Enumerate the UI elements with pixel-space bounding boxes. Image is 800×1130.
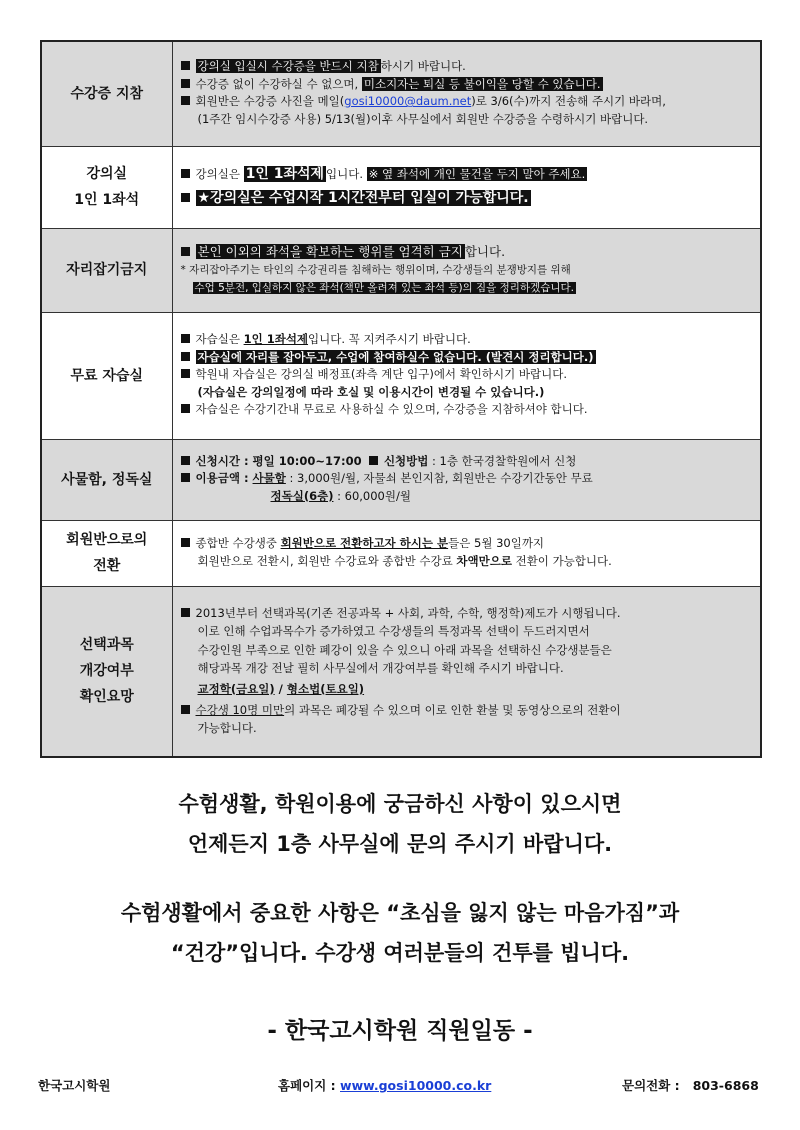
homepage-link[interactable]: www.gosi10000.co.kr xyxy=(340,1078,492,1093)
footer-homepage: 홈페이지 : www.gosi10000.co.kr xyxy=(278,1078,492,1093)
list-item: 강의실은 1인 1좌석제 입니다. ※ 옆 좌석에 개인 물건을 두지 말아 주세요. xyxy=(181,163,753,185)
list-item: 신청시간 : 평일 10:00~17:00 신청방법 : 1층 한국경찰학원에서 신청 xyxy=(181,453,753,471)
bullet-square-icon xyxy=(181,247,190,256)
bullet-square-icon xyxy=(181,193,190,202)
bullet-square-icon xyxy=(181,705,190,714)
closing-message-line: 수험생활에서 중요한 사항은 “초심을 잃지 않는 마음가짐”과 xyxy=(120,901,680,925)
list-item: 자습실에 자리를 잡아두고, 수업에 참여하실수 없습니다. (발견시 정리합니다.) xyxy=(181,349,753,367)
note-text: * 자리잡아주기는 타인의 수강권리를 침해하는 행위이며, 수강생들의 분쟁방지를 위해 xyxy=(180,264,571,276)
signature: - 한국고시학원 직원일동 - xyxy=(267,1018,533,1044)
row-classroom-seat xyxy=(41,146,761,228)
closing-message-line: 수험생활, 학원이용에 궁금하신 사항이 있으시면 xyxy=(178,792,622,816)
bullet-square-icon xyxy=(181,79,190,88)
list-item-continued: 수강인원 부족으로 인한 폐강이 있을 수 있으니 아래 과목을 선택하신 수강생분들은 xyxy=(197,642,612,657)
row-member-class-switch xyxy=(41,520,761,586)
list-item-continued: 회원반으로 전환시, 회원반 수강료와 종합반 수강료 차액만으로 전환이 가능합니다. xyxy=(197,553,612,568)
list-item: ★강의실은 수업시작 1시간전부터 입실이 가능합니다. xyxy=(181,185,753,211)
list-item-continued: (1주간 임시수강증 사용) 5/13(월)이후 사무실에서 회원반 수강증을 수령하시기 바랍니다. xyxy=(197,111,649,126)
row-body xyxy=(172,312,761,439)
list-item-continued: 해당과목 개강 전날 필히 사무실에서 개강여부를 확인해 주시기 바랍니다. xyxy=(197,661,564,676)
closing-message-line: “건강”입니다. 수강생 여러분들의 건투를 빕니다. xyxy=(170,941,630,965)
bullet-square-icon xyxy=(181,404,190,413)
list-item: 회원반은 수강증 사진을 메일(gosi10000@daum.net)로 3/6(수)까지 전송해 주시기 바라며, xyxy=(181,93,753,111)
closing-message-line: 언제든지 1층 사무실에 문의 주시기 바랍니다. xyxy=(187,832,613,856)
row-body xyxy=(172,228,761,312)
elective-subjects: 교정학(금요일) / 형소법(토요일) xyxy=(197,681,365,696)
list-item: 학원내 자습실은 강의실 배정표(좌측 계단 입구)에서 확인하시기 바랍니다. xyxy=(181,366,753,384)
row-header: 회원반으로의 전환 xyxy=(41,520,172,586)
row-body xyxy=(172,586,761,757)
list-item-continued: (자습실은 강의일정에 따라 호실 및 이용시간이 변경될 수 있습니다.) xyxy=(197,384,545,399)
row-header: 선택과목 개강여부 확인요망 xyxy=(41,586,172,757)
row-body xyxy=(172,520,761,586)
row-body xyxy=(172,146,761,228)
bullet-square-icon xyxy=(369,456,378,465)
bullet-square-icon xyxy=(181,369,190,378)
list-item: 이용금액 : 사물함 : 3,000원/월, 자물쇠 본인지참, 회원반은 수강기간동안 무료 xyxy=(181,470,753,488)
footer-phone: 문의전화 : 803-6868 xyxy=(622,1078,759,1093)
list-item: 자습실은 1인 1좌석제입니다. 꼭 지켜주시기 바랍니다. xyxy=(181,331,753,349)
row-header: 자리잡기금지 xyxy=(41,228,172,312)
notice-table xyxy=(40,40,762,758)
bullet-square-icon xyxy=(181,61,190,70)
list-item: 2013년부터 선택과목(기존 전공과목 + 사회, 과학, 수학, 행정학)제도가 시행됩니다. xyxy=(181,604,753,623)
row-header: 무료 자습실 xyxy=(41,312,172,439)
bullet-square-icon xyxy=(181,169,190,178)
list-item-continued: 가능합니다. xyxy=(197,721,257,736)
bullet-square-icon xyxy=(181,538,190,547)
list-item: 강의실 입실시 수강증을 반드시 지참 하시기 바랍니다. xyxy=(181,58,753,76)
email-link[interactable]: gosi10000@daum.net xyxy=(344,94,472,109)
row-header: 수강증 지참 xyxy=(41,41,172,146)
row-header: 강의실 1인 1좌석 xyxy=(41,146,172,228)
row-body xyxy=(172,439,761,520)
list-item-continued: 정독실(6층) : 60,000원/월 xyxy=(270,488,411,503)
list-item: 수강증 없이 수강하실 수 없으며, 미소지자는 퇴실 등 불이익을 당할 수 있습니다. xyxy=(181,76,753,94)
row-locker-reading-room xyxy=(41,439,761,520)
row-header: 사물함, 정독실 xyxy=(41,439,172,520)
bullet-square-icon xyxy=(181,352,190,361)
footer-academy-name: 한국고시학원 xyxy=(38,1078,111,1093)
row-attendance-card xyxy=(41,41,761,146)
bullet-square-icon xyxy=(181,608,190,617)
bullet-square-icon xyxy=(181,334,190,343)
row-body xyxy=(172,41,761,146)
bullet-square-icon xyxy=(181,456,190,465)
row-study-room xyxy=(41,312,761,439)
list-item: 종합반 수강생중 회원반으로 전환하고자 하시는 분들은 5월 30일까지 xyxy=(181,535,753,553)
list-item-continued: 이로 인해 수업과목수가 증가하였고 수강생들의 특정과목 선택이 두드러지면서 xyxy=(197,624,590,639)
note-text: 수업 5분전, 입실하지 않은 좌석(책만 올려져 있는 좌석 등)의 짐을 정리하겠습니다. xyxy=(194,281,574,294)
row-elective-confirmation xyxy=(41,586,761,757)
list-item: 자습실은 수강기간내 무료로 사용하실 수 있으며, 수강증을 지참하셔야 합니다. xyxy=(181,401,753,419)
list-item: 수강생 10명 미만의 과목은 폐강될 수 있으며 이로 인한 환불 및 동영상으로의 전환이 xyxy=(181,701,753,720)
row-seat-saving-ban xyxy=(41,228,761,312)
bullet-square-icon xyxy=(181,473,190,482)
bullet-square-icon xyxy=(181,96,190,105)
list-item: 본인 이외의 좌석을 확보하는 행위를 엄격히 금지 합니다. xyxy=(181,242,753,262)
